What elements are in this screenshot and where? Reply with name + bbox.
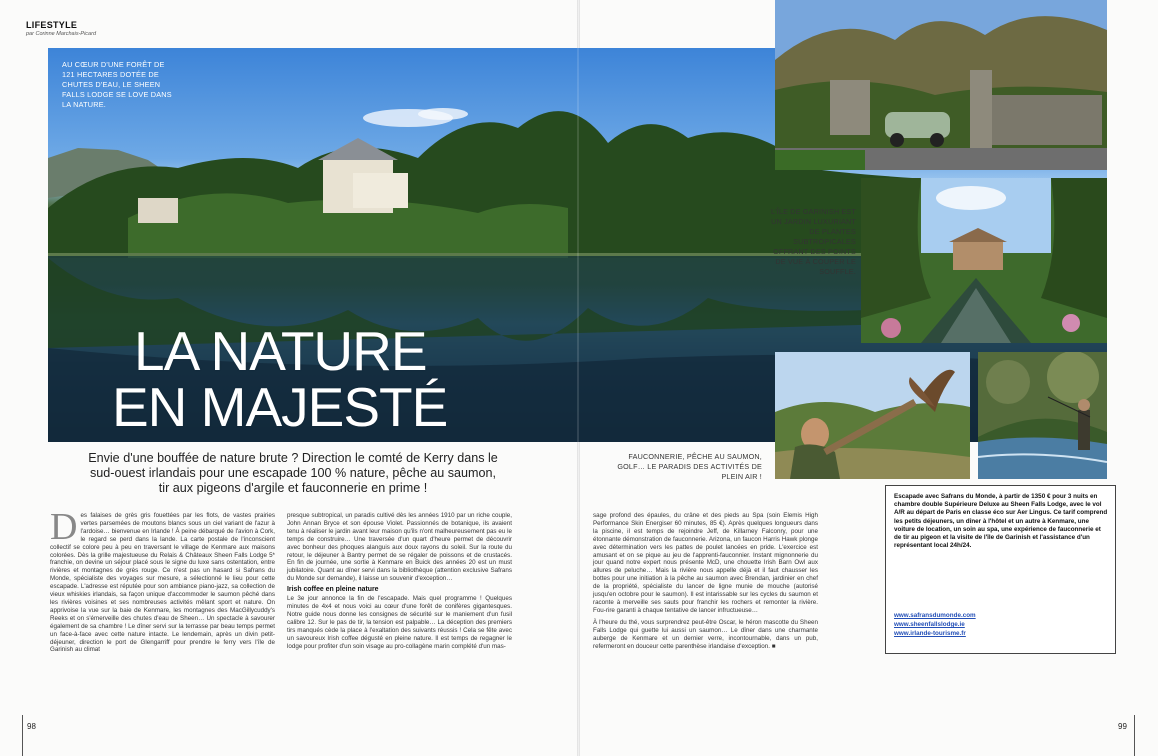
page-number-left: 98 (27, 722, 36, 731)
section-rubric: LIFESTYLE (26, 20, 78, 30)
paragraph: es falaises de grès gris fouettées par les flots, de vastes prairies vertes parsemées de moutons blancs sous un ciel variant de l'azur à l'ardoise… bienvenue en Irlande ! À peine débarqué de l'avion à Cork, le regard se perd dans la lande. La carte postale de l'inconscient collectif se colore peu à peu en traversant le village de Kenmare aux maisons colorées. Dès la grille majestueuse du Relais & Châteaux Sheen Falls Lodge 5* franchie, on devine un séjour placé sous le signe du luxe sans ostentation, entre rivières et montagnes de grès rouge. Ce n'est pas un hasard si Safrans du Monde, spécialiste des voyages sur mesure, a sélectionné le lieu pour cette escapade. L'adresse est réputée pour son ambiance piano-jazz, sa collection de vieux whiskies irlandais, sa façon unique d'accommoder le saumon pêché dans les rivières voisines et ses nombreuses activités mêlant sport et nature. On apprivoise la vue sur la baie de Kenmare, les montagnes des MacGillycuddy's Reeks et on s'émerveille des chutes d'eau de Sheen… Un spectacle à savourer également de sa chambre ! Le dîner servi sur la terrasse par beau temps permet un face-à-face avec cette nature intacte. Le lendemain, après un divin petit-déjeuner, direction le port de Glengarriff pour prendre le ferry vers l'île de Garinish au climat (50, 512, 275, 654)
caption-outdoor-activities: FAUCONNERIE, PÊCHE AU SAUMON, GOLF… LE PARADIS DES ACTIVITÉS DE PLEIN AIR ! (617, 452, 762, 481)
link-sheen-falls-lodge[interactable]: www.sheenfallslodge.ie (894, 621, 965, 628)
paragraph: À l'heure du thé, vous surprendrez peut-être Oscar, le héron mascotte du Sheen Falls Lodge qui guette lui aussi un saumon… Le dîner dans une charmante auberge de Kenmare et un dernier verre, incontournable, dans un pub, refermeront en douceur cette parenthèse irlandaise d'exception. ■ (593, 618, 818, 650)
page-number-right: 99 (1118, 722, 1127, 731)
photo-illustration (861, 178, 1107, 343)
photo-illustration (978, 352, 1107, 479)
travel-offer-text: Escapade avec Safrans du Monde, à partir de 1350 € pour 3 nuits en chambre double Supérieure Deluxe au Sheen Falls Lodge, avec le vol A/R au départ de Paris en classe éco sur Aer Lingus. Ce tarif comprend les petits déjeuners, un dîner à l'hôtel et un autre à Kenmare, une voiture de location, un soin au spa, une expérience de fauconnerie et de tir au pigeon et la visite de l'île de Garinish et l'assistance d'un représentant local 24h/24. (894, 493, 1108, 550)
travel-info-box (885, 485, 1116, 654)
photo-estate-gate-vintage-car (775, 0, 1107, 170)
author-byline: par Corinne Marchais-Picard (26, 31, 96, 37)
headline-line-1: LA NATURE (134, 320, 427, 382)
photo-falconry (775, 352, 970, 479)
folio-rule-left (22, 715, 23, 756)
subheading: Irish coffee en pleine nature (287, 586, 379, 594)
caption-garinish: L'ÎLE DE GARINISH EST UN JARDIN LUXURIANT DE PLANTES SUBTROPICALES OFFRANT DES POINTS DE VUE À COUPER LE SOUFFLE. (770, 207, 856, 276)
folio-rule-right (1134, 715, 1135, 756)
drop-cap: D (50, 506, 78, 548)
photo-illustration (775, 0, 1107, 170)
article-column-2 (287, 512, 512, 650)
link-safrans-du-monde[interactable]: www.safransdumonde.com (894, 612, 976, 619)
paragraph: sage profond des épaules, du crâne et des pieds au Spa (soin Elemis High Performance Skin Energiser 60 minutes, 85 €). Après quelques longueurs dans la piscine, il est temps de rejoindre Jeff, de Killarney Falconry, pour une étonnante démonstration de fauconnerie. Arizona, un faucon Harris Hawk plonge avec détermination vers les pattes de poulet lancées en pride. L'exercice est amusant et on se pique au jeu de l'apprenti-fauconnier. Instant mignonnerie du jour quand notre expert nous présente McD, une chouette Irish Barn Owl aux allures de peluche… Mais la rivière nous appelle déjà et il faut chausser les bottes pour une initiation à la pêche au saumon avec Brendan, jardinier en chef de la propriété, spécialiste du lancer de ligne munie de mouche (autorisé jusqu'en octobre pour le saumon). Il est intarissable sur les cycles du saumon et raconte à merveille ses sauts pour franchir les rochers et remonter la rivière. Fou-rire garanti à chaque tentative de lancer infructueuse… (593, 512, 818, 614)
photo-salmon-fishing (978, 352, 1107, 479)
link-irlande-tourisme[interactable]: www.irlande-tourisme.fr (894, 630, 966, 637)
paragraph: presque subtropical, un paradis cultivé dès les années 1910 par un riche couple, John Annan Bryce et son épouse Violet. Passionnés de botanique, ils avaient tenu à réaliser le jardin avant leur maison qu'ils n'ont malheureusement pas eu le temps de construire… Une traversée d'un quart d'heure permet de découvrir avec bonheur des phoques alanguis aux doux rayons du soleil. Sur la route du retour, le déjeuner à Bantry permet de se régaler de poissons et de crustacés. En fin de journée, une sortie à Kenmare en Buick des années 20 est un must jubilatoire. Quant au dîner servi dans la bibliothèque (attention exclusive Safrans du Monde sur demande), il laisse un souvenir d'exception… (287, 512, 512, 583)
hero-caption: AU CŒUR D'UNE FORÊT DE 121 HECTARES DOTÉE DE CHUTES D'EAU, LE SHEEN FALLS LODGE SE LOVE DANS LA NATURE. (62, 60, 172, 109)
paragraph: Le 3e jour annonce la fin de l'escapade. Mais quel programme ! Quelques minutes de 4x4 et nous voici au cœur d'une forêt de conifères gigantesques. Notre guide nous donne les consignes de sécurité sur le maniement d'un fusil calibre 12. Sur le pas de tir, la tension est palpable… La déception des premiers tirs manqués cède la place à l'exaltation des suivants réussis ! Cela se fête avec un savoureux Irish coffee dégusté en pleine nature. Il est temps de regagner le lodge pour profiter d'un soin visage au pro-collagène marin complété d'un mas- (287, 595, 512, 650)
photo-illustration (775, 352, 970, 479)
article-standfirst: Envie d'une bouffée de nature brute ? Direction le comté de Kerry dans le sud-ouest irlandais pour une escapade 100 % nature, pêche au saumon, tir aux pigeons d'argile et fauconnerie en prime ! (88, 451, 498, 495)
headline-line-2: EN MAJESTÉ (112, 376, 448, 438)
article-column-3 (593, 512, 818, 650)
article-column-1 (50, 506, 275, 654)
photo-garinish-italian-garden (861, 178, 1107, 343)
